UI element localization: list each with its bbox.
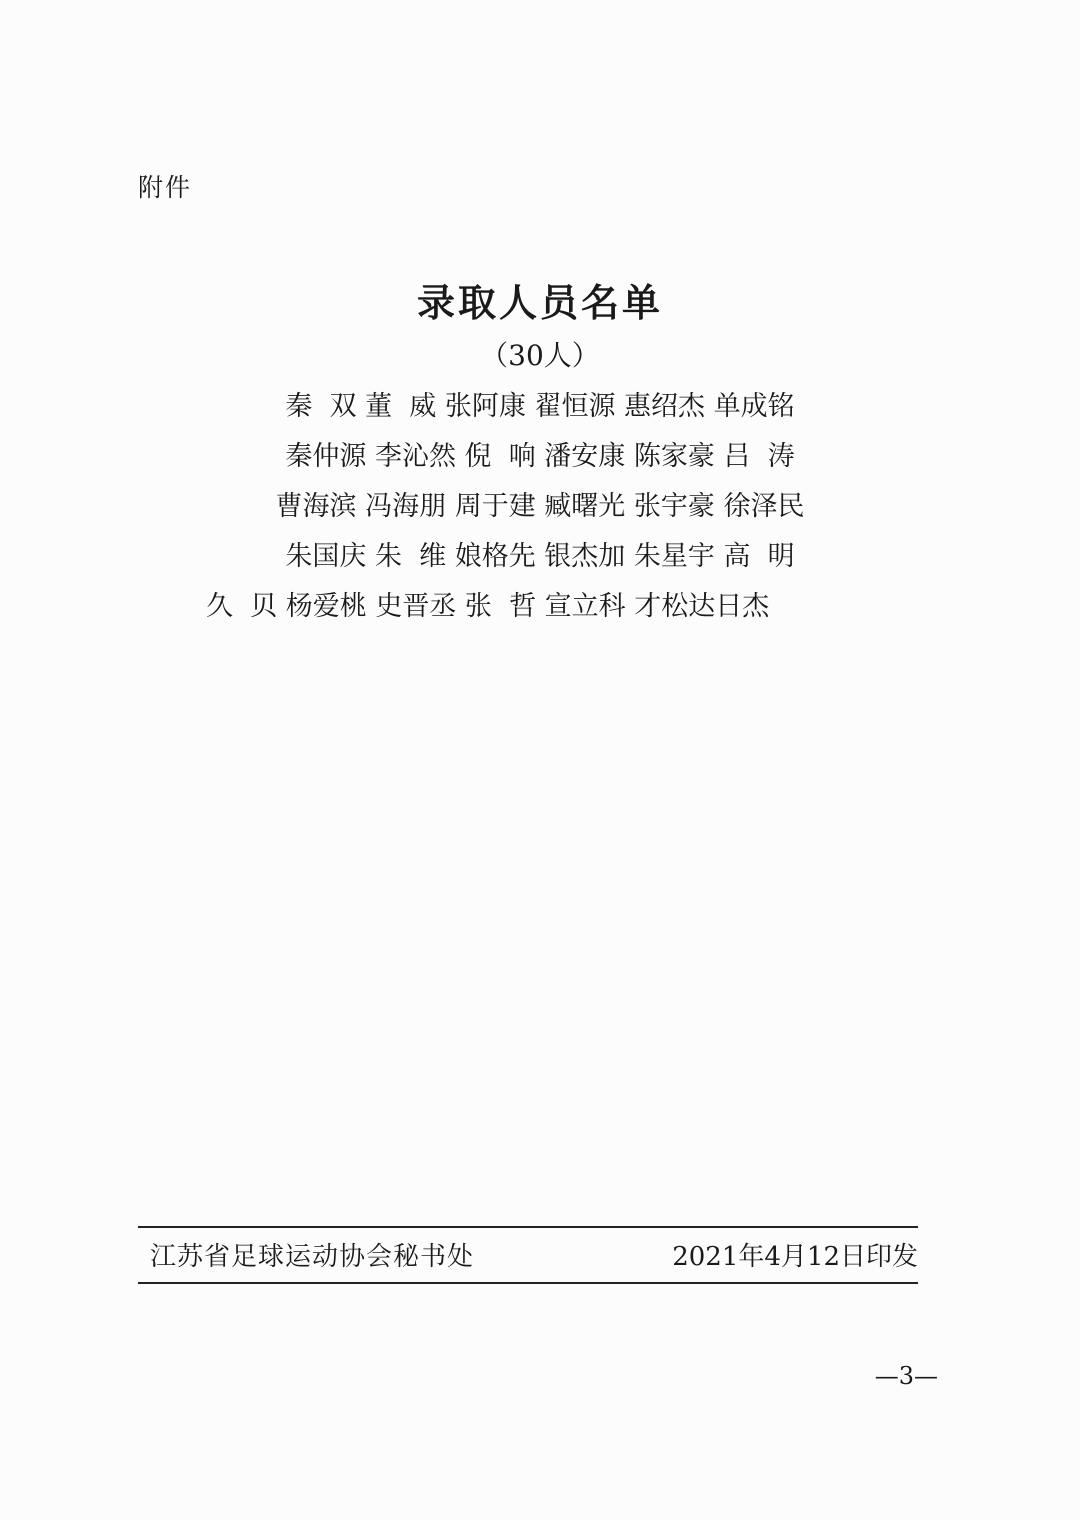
issue-date: 2021年4月12日印发 xyxy=(672,1242,918,1272)
footer-divider-bottom xyxy=(138,1282,918,1284)
footer-divider-top xyxy=(138,1226,918,1228)
name-row: 曹海滨 冯海朋 周于建 臧曙光 张宇豪 徐泽民 xyxy=(275,491,805,522)
count-note: （30人） xyxy=(480,339,600,372)
document-title: 录取人员名单 xyxy=(416,280,663,325)
name-row: 秦仲源 李沁然 倪 响 潘安康 陈家豪 吕 涛 xyxy=(285,441,795,472)
name-row: 秦 双 董 威 张阿康 翟恒源 惠绍杰 单成铭 xyxy=(285,391,795,422)
issuer-name: 江苏省足球运动协会秘书处 xyxy=(150,1242,475,1272)
name-row: 朱国庆 朱 维 娘格先 银杰加 朱星宇 高 明 xyxy=(285,541,795,572)
name-row: 久 贝 杨爱桃 史晋丞 张 哲 宣立科 才松达日杰 xyxy=(206,591,770,622)
page-number: —3— xyxy=(874,1362,938,1390)
name-list xyxy=(200,382,880,632)
attachment-label: 附件 xyxy=(138,173,193,202)
